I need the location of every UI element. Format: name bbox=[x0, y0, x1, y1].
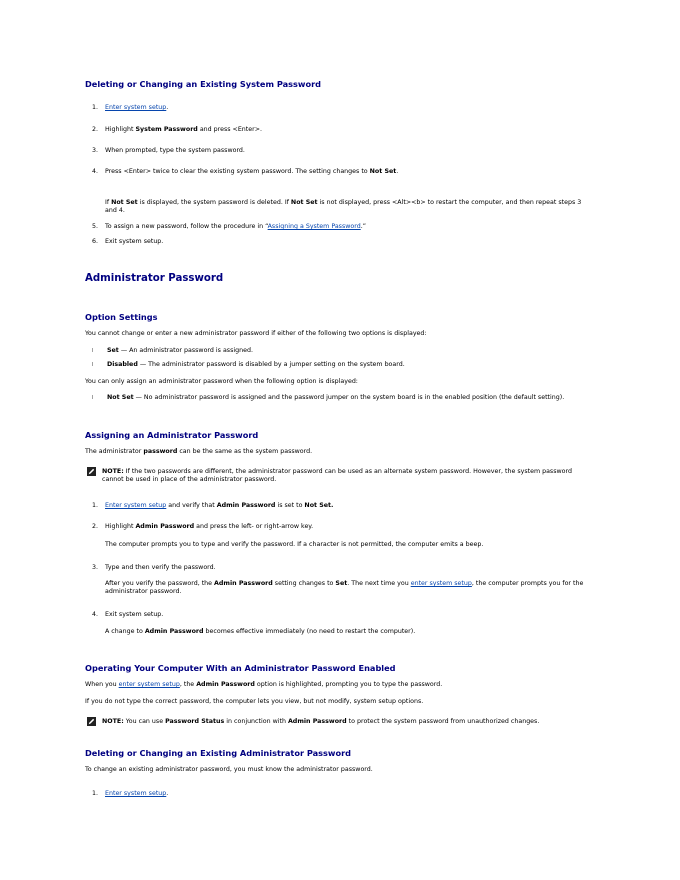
paragraph: You can only assign an administrator password when the following option is displayed: bbox=[85, 378, 358, 385]
paragraph: When you enter system setup, the Admin Password option is highlighted, prompting you to type the password. bbox=[85, 681, 443, 688]
heading-administrator-password: Administrator Password bbox=[85, 273, 224, 284]
enter-system-setup-link[interactable]: enter system setup bbox=[118, 681, 180, 688]
enter-system-setup-link[interactable]: enter system setup bbox=[410, 580, 472, 587]
step-text: Type and then verify the password. bbox=[105, 564, 216, 571]
step-number: 1. bbox=[91, 502, 98, 509]
bullet-text: Set — An administrator password is assigned. bbox=[107, 347, 253, 354]
step-number: 4. bbox=[91, 168, 98, 175]
paragraph: To change an existing administrator password, you must know the administrator password. bbox=[85, 766, 373, 773]
step-detail: The computer prompts you to type and verify the password. If a character is not permitted, the computer emits a beep. bbox=[105, 541, 484, 548]
step-number: 2. bbox=[91, 523, 98, 530]
step-number: 1. bbox=[91, 104, 98, 111]
step-number: 1. bbox=[91, 790, 98, 797]
step-number: 6. bbox=[91, 238, 98, 245]
step-number: 2. bbox=[91, 126, 98, 133]
paragraph: The administrator password can be the same as the system password. bbox=[85, 448, 313, 455]
enter-system-setup-link[interactable]: Enter system setup bbox=[105, 502, 167, 509]
heading-option-settings: Option Settings bbox=[85, 312, 158, 322]
bullet-text: Disabled — The administrator password is disabled by a jumper setting on the system board. bbox=[107, 361, 405, 368]
note-pencil-icon bbox=[87, 467, 96, 476]
step-text: When prompted, type the system password. bbox=[105, 147, 245, 154]
step-text: Enter system setup. bbox=[105, 790, 169, 797]
step-text: Enter system setup. bbox=[105, 104, 169, 111]
step-text: Enter system setup and verify that Admin Password is set to Not Set. bbox=[105, 502, 334, 509]
note-text: NOTE: You can use Password Status in conjunction with Admin Password to protect the system password from unauthorized changes. bbox=[102, 718, 540, 725]
paragraph: You cannot change or enter a new administrator password if either of the following two options is displayed: bbox=[85, 330, 427, 337]
step-detail: A change to Admin Password becomes effective immediately (no need to restart the computer). bbox=[105, 628, 416, 635]
step-text: To assign a new password, follow the procedure in “Assigning a System Password.” bbox=[105, 223, 366, 230]
step-text: Highlight Admin Password and press the left- or right-arrow key. bbox=[105, 523, 314, 530]
note-pencil-icon bbox=[87, 717, 96, 726]
note-text: NOTE: If the two passwords are different, the administrator password can be used as an alternate system password. However, the system password bbox=[102, 468, 572, 475]
assigning-system-password-link[interactable]: Assigning a System Password bbox=[267, 223, 361, 230]
paragraph: If you do not type the correct password, the computer lets you view, but not modify, system setup options. bbox=[85, 698, 424, 705]
bullet-icon: l bbox=[92, 348, 94, 354]
step-detail-line2: and 4. bbox=[105, 207, 125, 214]
heading-delete-admin-password: Deleting or Changing an Existing Administrator Password bbox=[85, 748, 351, 758]
enter-system-setup-link[interactable]: Enter system setup bbox=[105, 790, 167, 797]
step-detail-line2: administrator password. bbox=[105, 588, 182, 595]
step-detail: If Not Set is displayed, the system password is deleted. If Not Set is not displayed, press <Alt><b> to restart the computer, and then repeat steps 3 bbox=[105, 199, 582, 206]
enter-system-setup-link[interactable]: Enter system setup bbox=[105, 104, 167, 111]
bullet-icon: l bbox=[92, 362, 94, 368]
bullet-text: Not Set — No administrator password is assigned and the password jumper on the system board is in the enabled position (the default setting). bbox=[107, 394, 565, 401]
step-text: Press <Enter> twice to clear the existing system password. The setting changes to Not Set. bbox=[105, 168, 399, 175]
heading-operating-with-admin-password: Operating Your Computer With an Administrator Password Enabled bbox=[85, 663, 396, 673]
note-text-line2: cannot be used in place of the administrator password. bbox=[102, 476, 277, 483]
step-number: 5. bbox=[91, 223, 98, 230]
step-text: Highlight System Password and press <Enter>. bbox=[105, 126, 263, 133]
step-detail: After you verify the password, the Admin Password setting changes to Set. The next time you enter system setup, the computer prompts you for the bbox=[105, 580, 584, 587]
step-number: 4. bbox=[91, 611, 98, 618]
step-number: 3. bbox=[91, 147, 98, 154]
bullet-icon: l bbox=[92, 395, 94, 401]
step-number: 3. bbox=[91, 564, 98, 571]
heading-delete-system-password: Deleting or Changing an Existing System Password bbox=[85, 79, 321, 89]
heading-assigning-admin-password: Assigning an Administrator Password bbox=[85, 430, 259, 440]
step-text: Exit system setup. bbox=[105, 238, 164, 245]
step-text: Exit system setup. bbox=[105, 611, 164, 618]
